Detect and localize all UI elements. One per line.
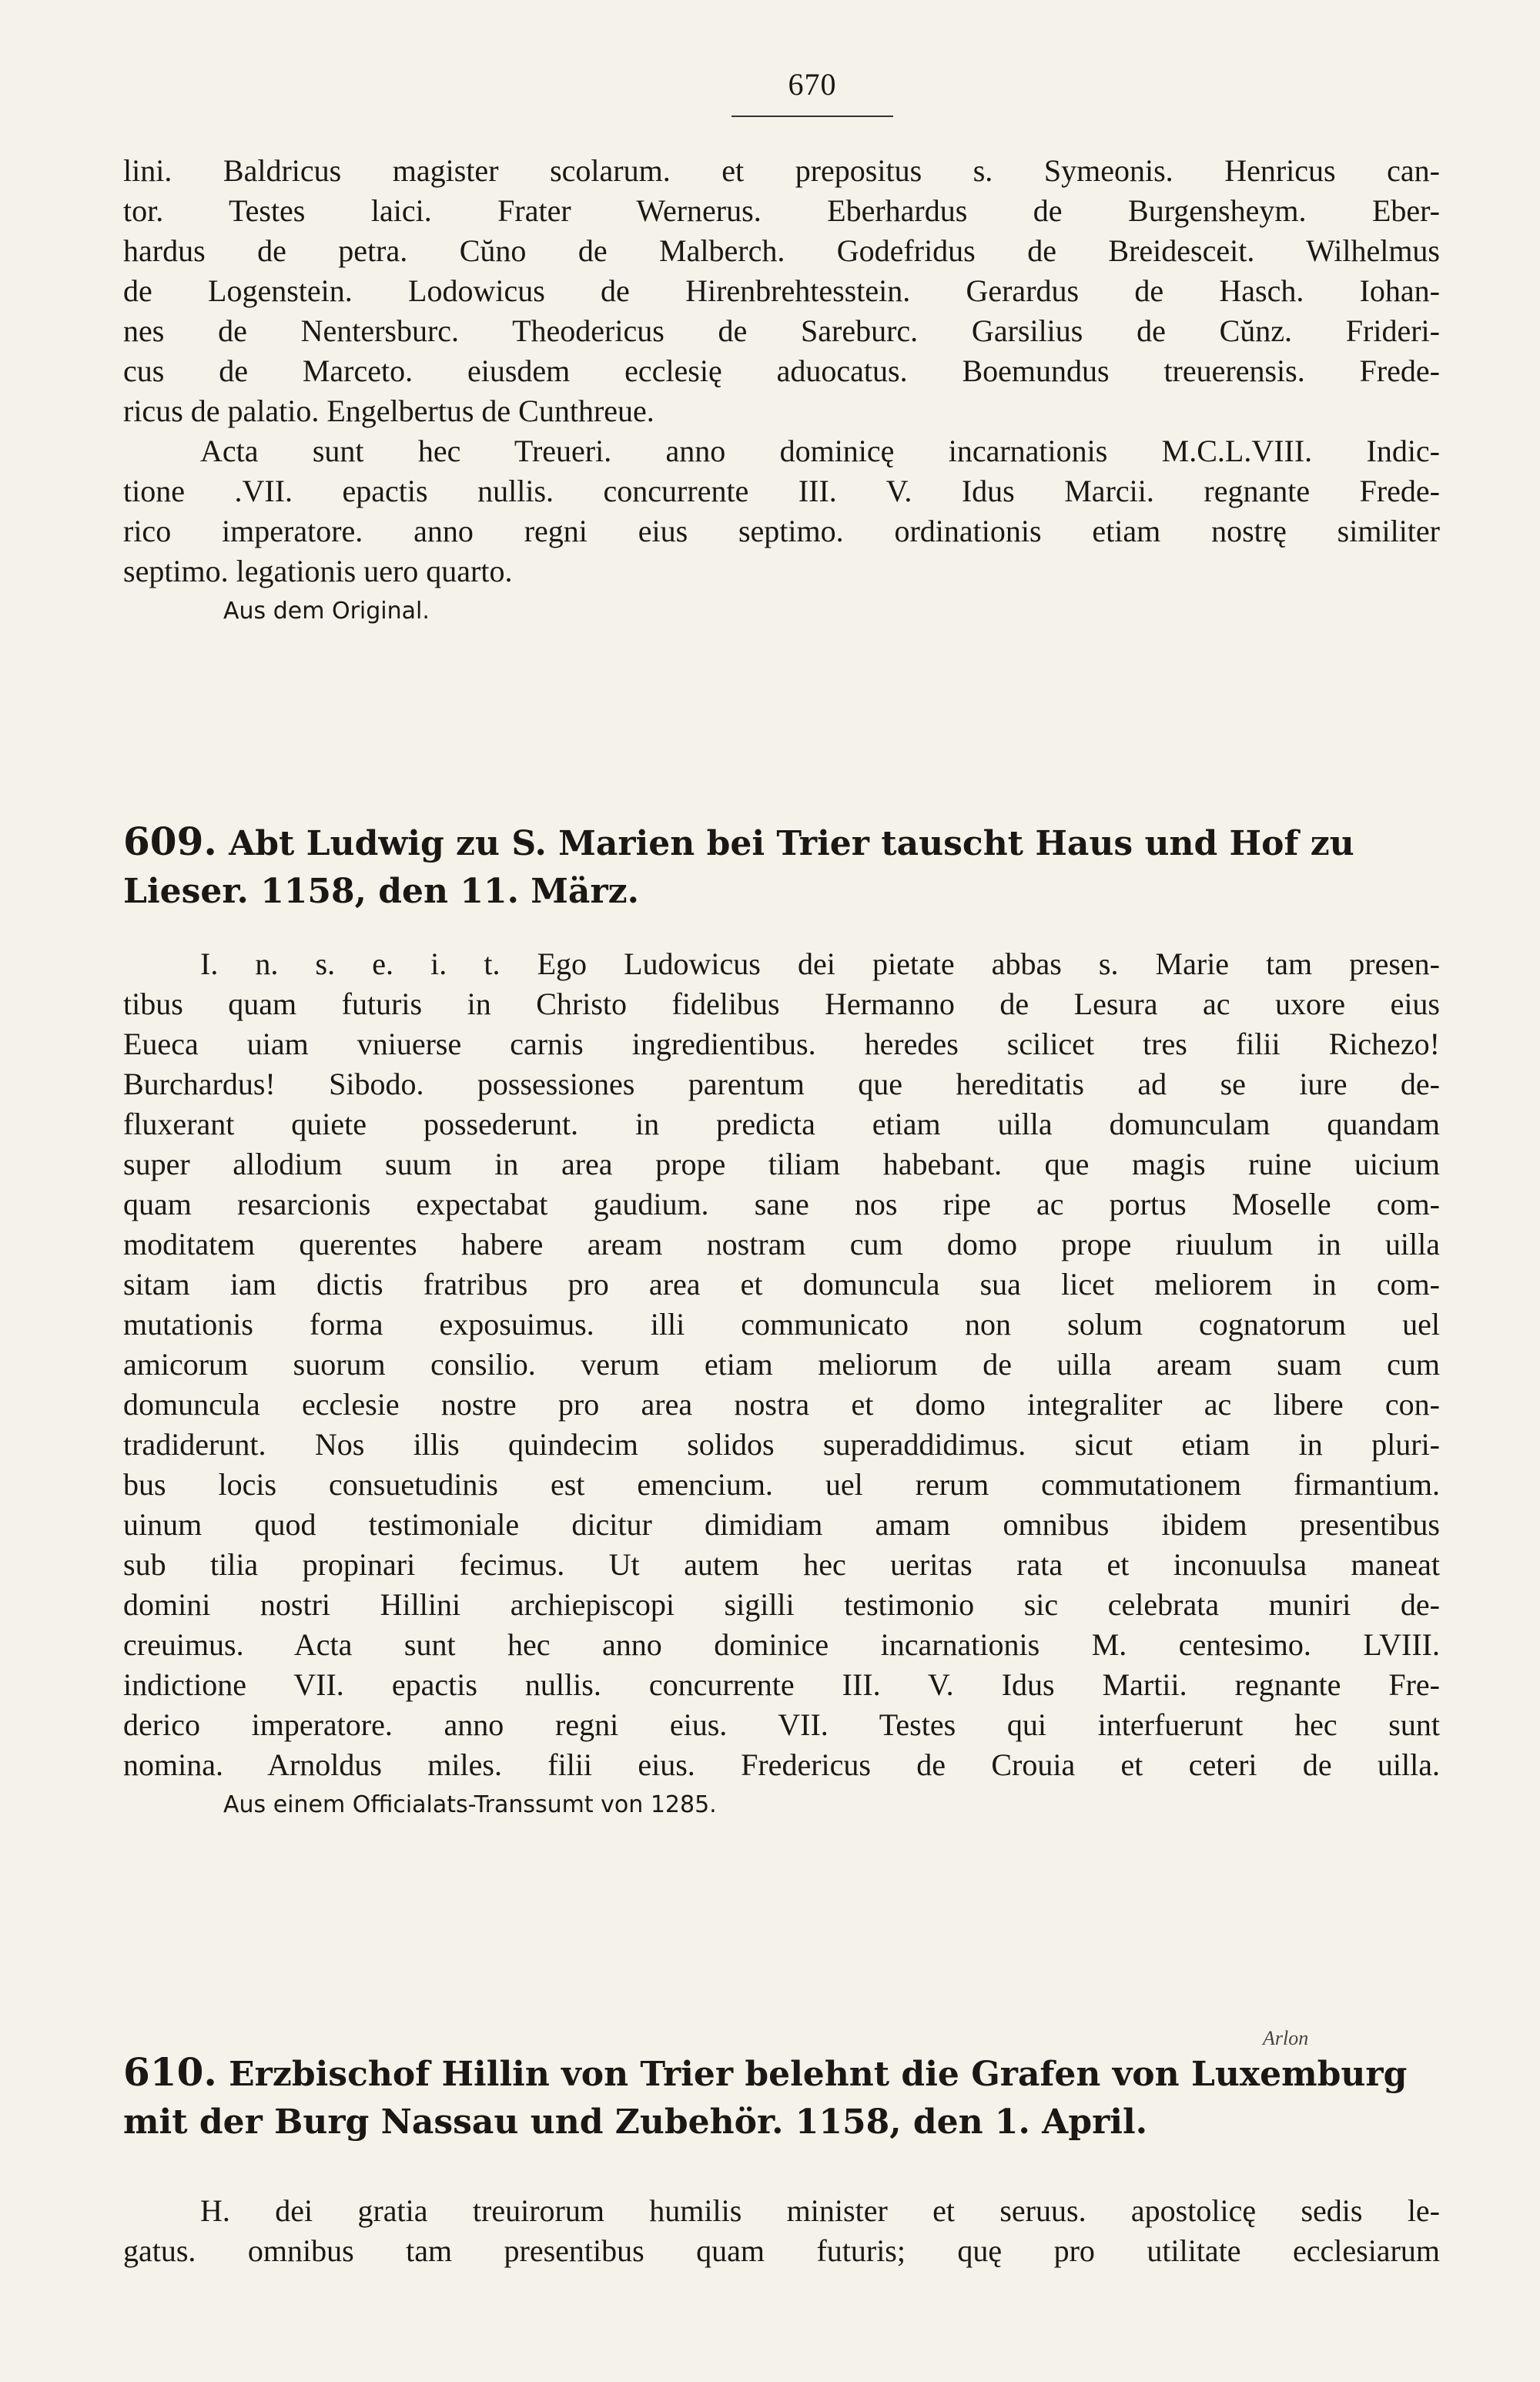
page-number: 670 — [788, 67, 837, 102]
text-line: Eueca uiam vniuerse carnis ingredientibus. heredes scilicet tres filii Richezo! — [123, 1027, 1440, 1061]
text-line: septimo. legationis uero quarto. — [123, 554, 513, 588]
text-line: domini nostri Hillini archiepiscopi sigilli testimonio sic celebrata muniri de- — [123, 1587, 1440, 1622]
text-line: de Logenstein. Lodowicus de Hirenbrehtesstein. Gerardus de Hasch. Iohan- — [123, 273, 1440, 308]
source-note: Aus einem Officialats-Transsumt von 1285. — [223, 1791, 717, 1818]
text-line: tor. Testes laici. Frater Wernerus. Eberhardus de Burgensheym. Eber- — [123, 193, 1440, 228]
text-line: derico imperatore. anno regni eius. VII. Testes qui interfuerunt hec sunt — [123, 1707, 1440, 1742]
text-line: indictione VII. epactis nullis. concurrente III. V. Idus Martii. regnante Fre- — [123, 1667, 1440, 1702]
text-line: Acta sunt hec Treueri. anno dominicę incarnationis M.C.L.VIII. Indic- — [200, 434, 1440, 468]
text-line: tione .VII. epactis nullis. concurrente III. V. Idus Marcii. regnante Frede- — [123, 474, 1440, 508]
text-line: sub tilia propinari fecimus. Ut autem hec ueritas rata et inconuulsa maneat — [123, 1547, 1440, 1582]
text-line: amicorum suorum consilio. verum etiam meliorum de uilla aream suam cum — [123, 1347, 1440, 1382]
text-line: hardus de petra. Cŭno de Malberch. Godefridus de Breidesceit. Wilhelmus — [123, 233, 1440, 268]
text-line: I. n. s. e. i. t. Ego Ludowicus dei pietate abbas s. Marie tam presen- — [200, 946, 1440, 981]
document-number: 610. — [123, 2049, 217, 2095]
document-609-heading — [123, 818, 1440, 916]
text-line: creuimus. Acta sunt hec anno dominice incarnationis M. centesimo. LVIII. — [123, 1627, 1440, 1662]
text-line: uinum quod testimoniale dicitur dimidiam amam omnibus ibidem presentibus — [123, 1507, 1440, 1542]
text-line: moditatem querentes habere aream nostram cum domo prope riuulum in uilla — [123, 1227, 1440, 1261]
text-line: nes de Nentersburc. Theodericus de Sareburc. Garsilius de Cŭnz. Frideri- — [123, 313, 1440, 348]
heading-line: Erzbischof Hillin von Trier belehnt die Grafen von Luxemburg — [229, 2055, 1408, 2094]
text-line: rico imperatore. anno regni eius septimo. ordinationis etiam nostrę similiter — [123, 514, 1440, 548]
document-number: 609. — [123, 819, 217, 864]
text-line: quam resarcionis expectabat gaudium. sane nos ripe ac portus Moselle com- — [123, 1187, 1440, 1221]
text-line: lini. Baldricus magister scolarum. et prepositus s. Symeonis. Henricus can- — [123, 153, 1440, 188]
document-609-body — [123, 944, 1440, 1825]
continued-text-block — [123, 151, 1440, 632]
text-line: tibus quam futuris in Christo fidelibus Hermanno de Lesura ac uxore eius — [123, 987, 1440, 1021]
text-line: tradiderunt. Nos illis quindecim solidos superaddidimus. sicut etiam in pluri- — [123, 1427, 1440, 1462]
heading-line: Abt Ludwig zu S. Marien bei Trier tauscht Haus und Hof zu — [229, 824, 1354, 863]
text-line: mutationis forma exposuimus. illi communicato non solum cognatorum uel — [123, 1307, 1440, 1342]
text-line: domuncula ecclesie nostre pro area nostra et domo integraliter ac libere con- — [123, 1387, 1440, 1422]
text-line: sitam iam dictis fratribus pro area et domuncula sua licet meliorem in com- — [123, 1267, 1440, 1302]
source-note: Aus dem Original. — [223, 598, 430, 625]
text-line: super allodium suum in area prope tiliam habebant. que magis ruine uicium — [123, 1147, 1440, 1181]
heading-line: Lieser. 1158, den 11. März. — [123, 872, 639, 911]
text-line: ricus de palatio. Engelbertus de Cunthreue. — [123, 394, 654, 428]
document-610-heading — [123, 2049, 1440, 2146]
text-line: fluxerant quiete possederunt. in predicta etiam uilla domunculam quandam — [123, 1107, 1440, 1141]
text-line: cus de Marceto. eiusdem ecclesię aduocatus. Boemundus treuerensis. Frede- — [123, 353, 1440, 388]
text-line: nomina. Arnoldus miles. filii eius. Fredericus de Crouia et ceteri de uilla. — [123, 1747, 1440, 1782]
text-line: Burchardus! Sibodo. possessiones parentum que hereditatis ad se iure de- — [123, 1067, 1440, 1101]
heading-line: mit der Burg Nassau und Zubehör. 1158, den 1. April. — [123, 2102, 1148, 2142]
page-number-rule — [732, 116, 893, 117]
handwritten-annotation: Arlon — [1263, 2027, 1309, 2049]
text-line: bus locis consuetudinis est emencium. uel rerum commutationem firmantium. — [123, 1467, 1440, 1502]
text-line: H. dei gratia treuirorum humilis minister et seruus. apostolicę sedis le- — [200, 2193, 1440, 2228]
document-610-body — [123, 2191, 1440, 2271]
text-line: gatus. omnibus tam presentibus quam futuris; quę pro utilitate ecclesiarum — [123, 2233, 1440, 2268]
